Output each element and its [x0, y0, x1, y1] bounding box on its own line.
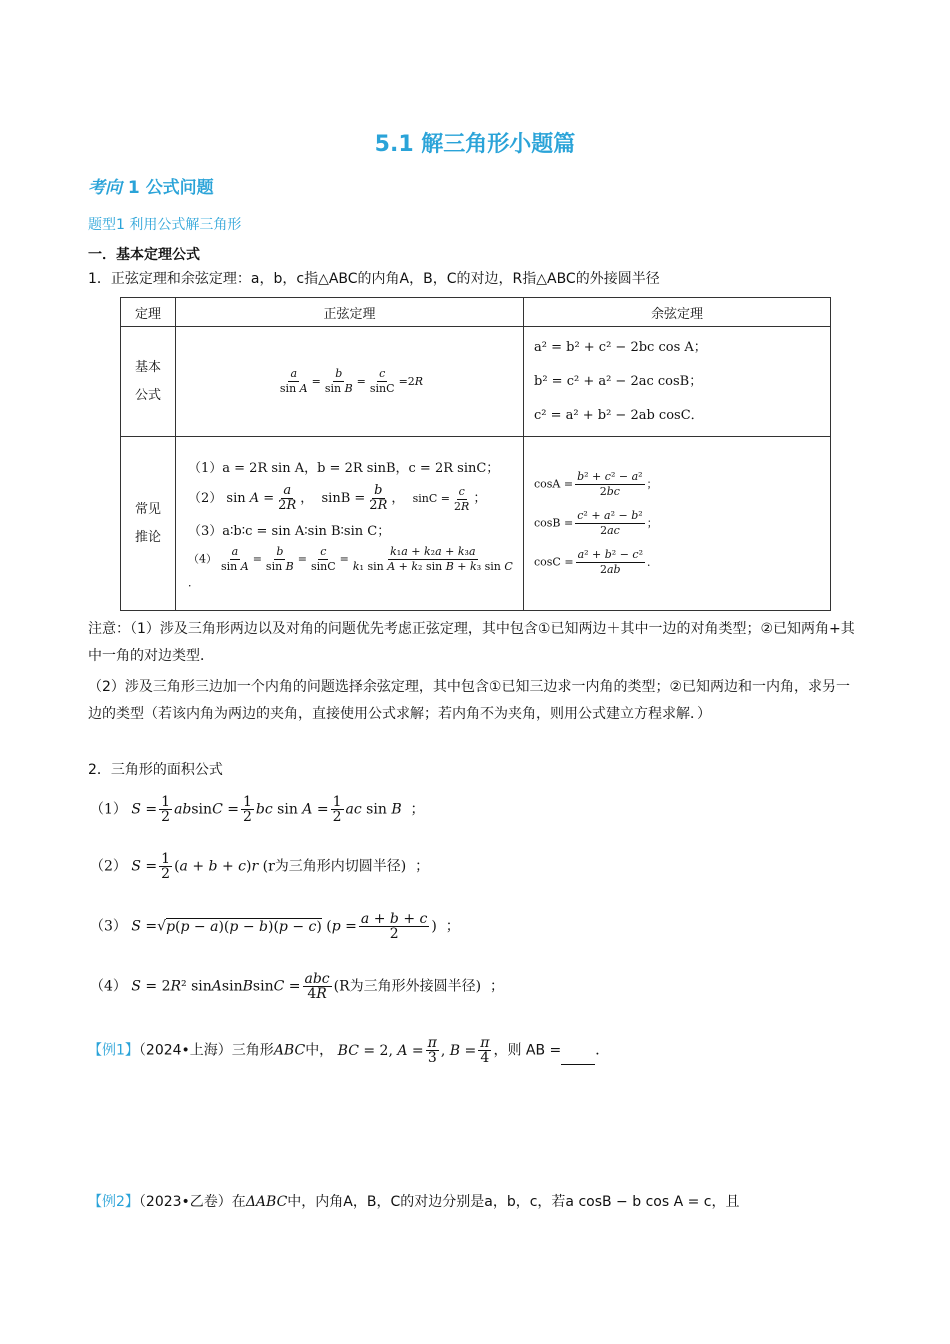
part-heading: 一．基本定理公式 — [88, 247, 200, 263]
th-theorem: 定理 — [121, 298, 176, 327]
example-1: 【例1】（2024•上海）三角形ABC中， BC = 2, A = $\frac{\pi}{3}$ , B = $\frac{\pi}{4}$ ，则 AB = ． — [88, 1035, 610, 1066]
cos-law-a: a² = b² + c² − 2bc cos A； — [534, 339, 707, 355]
sine-inferences — [176, 437, 524, 611]
sine-basic-formula: $\frac{a}{\text{sin A}}$ = $\frac{b}{\text{sin B}}$ = $\frac{c}{\sin C}$ =2R — [176, 327, 524, 437]
inf-3: （3）a∶b∶c = sin A∶sin B∶sin C； — [188, 523, 391, 539]
area-formula-4: （4） S = 2R² sinAsinBsinC = $\frac{\text{abc}}{4R}$ (R为三角形外接圆半径) ； — [90, 971, 505, 1002]
area-formula-2: （2） S = $\frac{1}{2}$ (a + b + c)r (r为三角形内切圆半径) ； — [90, 851, 430, 882]
row-inference-label: 常见 推论 — [121, 437, 176, 611]
section-heading — [88, 173, 214, 198]
cosine-basic-formulas — [524, 327, 831, 437]
section-name: 公式问题 — [145, 178, 214, 198]
example-2: 【例2】（2023•乙卷）在ΔABC中，内角A，B，C的对边分别是a，b，c，若a cosB − b cos A = c，且 — [88, 1194, 740, 1210]
cos-law-c: c² = a² + b² − 2ab cosC． — [534, 407, 704, 423]
theorem-table — [120, 297, 831, 611]
cos-law-b: b² = c² + a² − 2ac cosB； — [534, 373, 703, 389]
inf-2: （2） sin A = $\frac{a}{2R}$ ， sinB = $\frac{b}{2R}$ ， sinC = $\frac{c}{2R}$ ； — [188, 483, 487, 514]
item1-text: 1．正弦定理和余弦定理：a，b，c指△ABC的内角A，B，C的对边，R指△ABC的外接圆半径 — [88, 271, 660, 287]
item2-text: 2．三角形的面积公式 — [88, 762, 223, 778]
section-prefix: 考向 — [88, 178, 122, 198]
th-sine: 正弦定理 — [176, 298, 524, 327]
ex1-condition: BC = 2, A = $\frac{\pi}{3}$ , B = $\frac{\pi}{4}$ — [337, 1035, 490, 1066]
page-title: 5.1 解三角形小题篇 — [374, 132, 576, 157]
row-basic-label: 基本 公式 — [121, 327, 176, 437]
area-formula-3: （3） S =√p(p − a)(p − b)(p − c) (p = $\frac{a + b + c}{2}$ ) ； — [90, 911, 460, 942]
ex2-tag: 【例2】 — [88, 1194, 139, 1210]
area-formula-1: （1） S = $\frac{1}{2}$ absinC = $\frac{1}{2}$ bc sin A = $\frac{1}{2}$ ac sin B ； — [90, 794, 425, 825]
inf-4: （4） $\frac{a}{\text{sin A}}$ = $\frac{b}{\text{sin B}}$ = $\frac{c}{\sin C}$ = $\frac{\text{k₁a + k₂a + k₃a}}{\text{k₁ sin A + k₂ sin B + k₃ sin C}}$ ． — [188, 544, 513, 589]
area2-note: r为三角形内切圆半径 — [268, 858, 401, 875]
cosA-formula: cosA = $\frac{\text{b² + c² − a²}}{2bc}$ ； — [534, 470, 658, 498]
type-heading: 题型1 利用公式解三角形 — [88, 217, 242, 233]
note-1: 注意：（1）涉及三角形两边以及对角的问题优先考虑正弦定理，其中包含①已知两边＋其中一边的对角类型；②已知两角+其中一角的对边类型． — [88, 621, 855, 664]
inf-1: （1）a = 2R sin A，b = 2R sinB，c = 2R sinC； — [188, 461, 500, 477]
ex1-tag: 【例1】 — [88, 1042, 139, 1059]
area4-note: R为三角形外接圆半径 — [339, 978, 476, 995]
answer-blank[interactable] — [561, 1050, 595, 1065]
note-2: （2）涉及三角形三边加一个内角的问题选择余弦定理，其中包含①已知三边求一内角的类型；②已知两边和一内角，求另一边的类型（若该内角为两边的夹角，直接使用公式求解；若内角不为夹角，则用公式建立方程求解．） — [88, 679, 851, 722]
cosC-formula: cosC = $\frac{\text{a² + b² − c²}}{2ab}$ ． — [534, 548, 659, 576]
section-num: 1 — [127, 178, 140, 198]
cosB-formula: cosB = $\frac{\text{c² + a² − b²}}{2ac}$ ； — [534, 509, 658, 537]
th-cosine: 余弦定理 — [524, 298, 831, 327]
cosine-inferences — [524, 437, 831, 611]
